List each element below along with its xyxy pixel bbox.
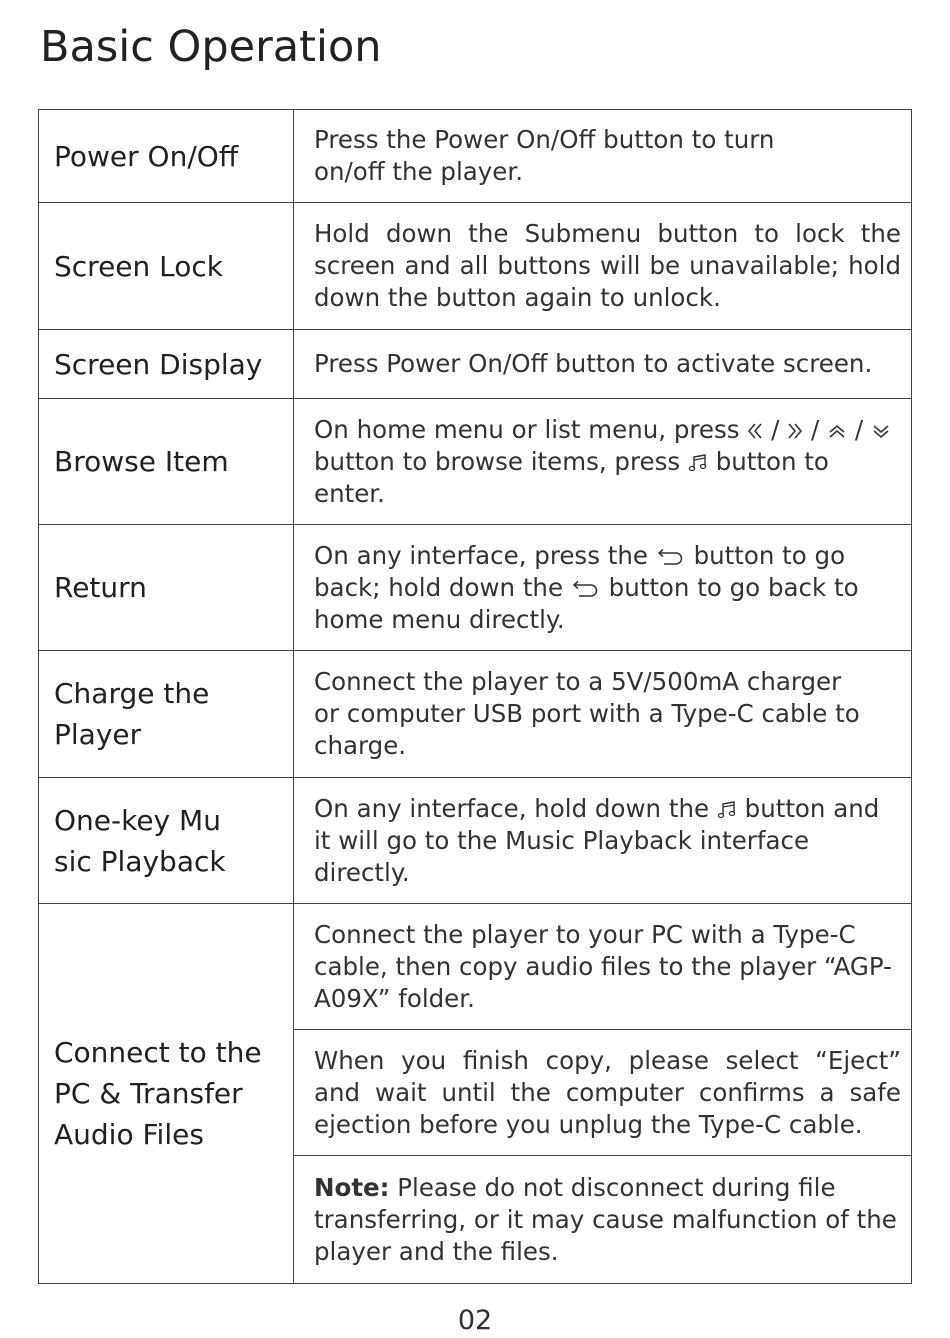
note-text: Please do not disconnect during file transferring, or it may cause malfunction of the player and the files. [314, 1172, 897, 1266]
double-chevron-down-icon [871, 423, 891, 439]
row-power [39, 110, 912, 203]
label-one-key-music [39, 778, 294, 904]
onekey-text-b: button and it will go to the Music Playback interface directly. [314, 793, 880, 887]
browse-text-a: On home menu or list menu, press [314, 414, 740, 444]
label-connect-line-1: Connect to the [54, 1036, 262, 1069]
return-arrow-icon [571, 580, 601, 598]
desc-connect-eject: When you finish copy, please select “Eject” and wait until the computer confirms a safe ejection before you unplug the Type-C cable. [294, 1030, 912, 1156]
label-connect-line-3: Audio Files [54, 1118, 204, 1151]
label-one-key-line-2: sic Playback [54, 844, 226, 878]
double-chevron-right-icon [787, 422, 803, 440]
desc-screen-display: Press Power On/Off button to activate screen. [294, 330, 912, 399]
return-text-c: button to go back to home menu directly. [314, 572, 859, 634]
page-title: Basic Operation [40, 22, 382, 72]
desc-browse-item [294, 399, 912, 525]
desc-connect-copy: Connect the player to your PC with a Type-C cable, then copy audio files to the player “AGP-A09X” folder. [294, 904, 912, 1030]
row-screen-display [39, 330, 912, 399]
row-connect-1 [39, 904, 912, 1030]
note-label: Note: [314, 1172, 390, 1202]
browse-sep-2: / [810, 414, 820, 444]
music-note-icon [717, 800, 737, 820]
row-browse-item [39, 399, 912, 525]
desc-return [294, 525, 912, 651]
label-connect [39, 904, 294, 1284]
onekey-text-a: On any interface, hold down the [314, 793, 710, 823]
label-power: Power On/Off [39, 110, 294, 203]
label-screen-display: Screen Display [39, 330, 294, 399]
return-text-b: button to go back; hold down the [314, 540, 846, 602]
browse-text-b: button to browse items, press [314, 446, 681, 476]
row-screen-lock [39, 203, 912, 330]
operation-table [38, 109, 912, 1284]
label-charge-line-2: Player [54, 718, 142, 751]
desc-charge [294, 651, 912, 778]
desc-screen-lock: Hold down the Submenu button to lock the screen and all buttons will be unavailable; hold down the button again to unlock. [294, 203, 912, 330]
desc-charge-text: Connect the player to a 5V/500mA charger or computer USB port with a Type-C cable to charge. [314, 667, 860, 760]
desc-power-text: Press the Power On/Off button to turn on/off the player. [314, 125, 775, 186]
browse-sep-1: / [771, 414, 780, 444]
label-connect-line-2: PC & Transfer [54, 1077, 243, 1110]
return-text-a: On any interface, press the [314, 540, 648, 570]
label-charge [39, 651, 294, 778]
row-return [39, 525, 912, 651]
row-one-key-music [39, 778, 912, 904]
return-arrow-icon [656, 548, 686, 566]
desc-one-key-music [294, 778, 912, 904]
label-return: Return [39, 525, 294, 651]
label-one-key-line-1: One-key Mu [54, 803, 221, 837]
row-charge [39, 651, 912, 778]
browse-sep-3: / [854, 414, 864, 444]
double-chevron-up-icon [827, 423, 847, 439]
label-screen-lock: Screen Lock [39, 203, 294, 330]
desc-power [294, 110, 912, 203]
page-number: 02 [457, 1305, 493, 1336]
music-note-icon [688, 453, 708, 473]
label-charge-line-1: Charge the [54, 677, 210, 710]
desc-connect-note [294, 1156, 912, 1284]
browse-text-c: button to enter. [314, 446, 829, 508]
double-chevron-left-icon [747, 422, 763, 440]
label-browse-item: Browse Item [39, 399, 294, 525]
